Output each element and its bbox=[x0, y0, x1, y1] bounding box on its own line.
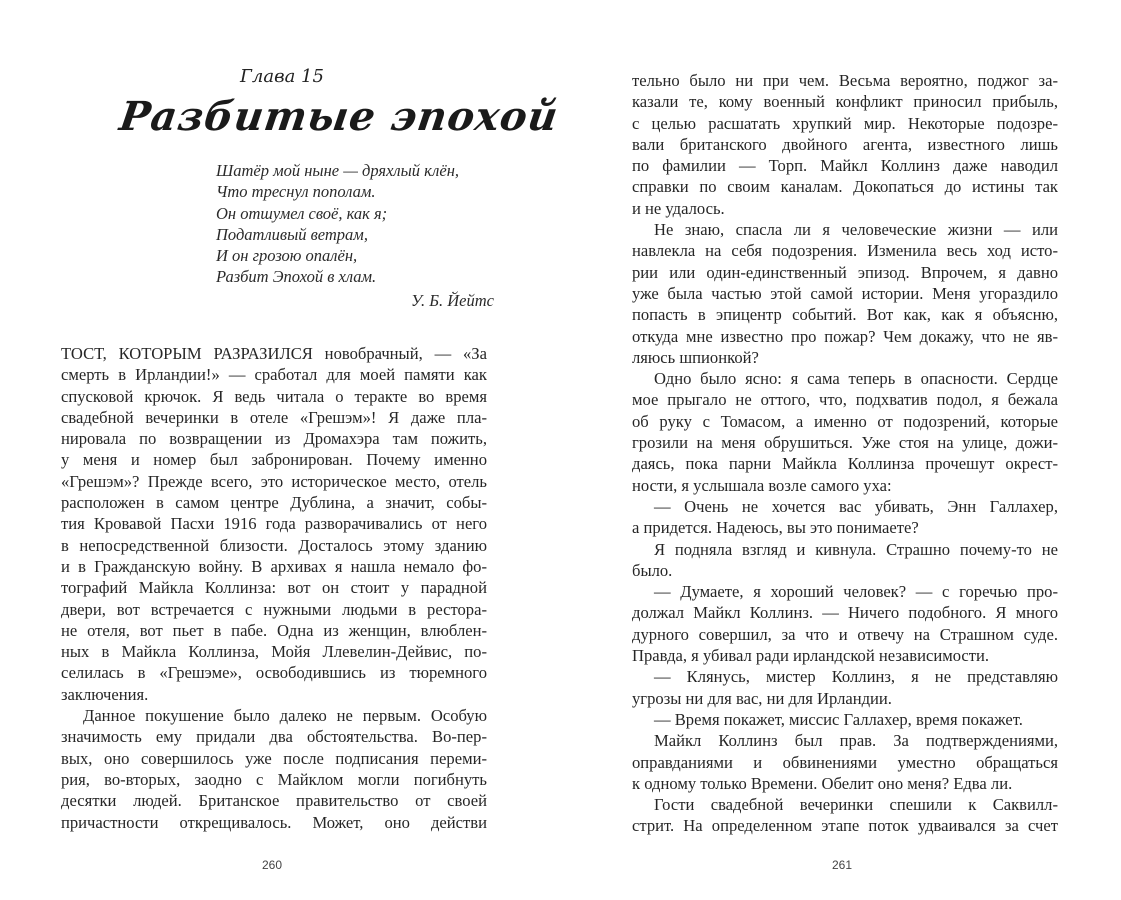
text-line: тия Кровавой Пасхи 1916 года разворачивались от него bbox=[61, 514, 487, 534]
text-line: по фамилии — Торп. Майкл Коллинз даже наводил bbox=[632, 156, 1058, 176]
text-line: а придется. Надеюсь, вы это понимаете? bbox=[632, 518, 919, 538]
epigraph bbox=[216, 160, 494, 311]
epigraph-line: Шатёр мой ныне — дряхлый клён, bbox=[216, 161, 460, 180]
text-line: навлекла на себя подозрения. Изменила весь ход исто- bbox=[632, 241, 1058, 261]
text-line: попасть в эпицентр событий. Вот как, как я объясню, bbox=[632, 305, 1058, 325]
text-line: должал Майкл Коллинз. — Ничего подобного. Я много bbox=[632, 603, 1058, 623]
text-line: вали британского двойного агента, известного лишь bbox=[632, 134, 1058, 154]
text-line: Не знаю, спасла ли я человеческие жизни — или bbox=[654, 220, 1058, 240]
epigraph-line: И он грозою опалён, bbox=[216, 246, 358, 266]
text-line: казали те, кому военный конфликт приносил прибыль, bbox=[632, 92, 1058, 112]
text-line: об руку с Томасом, а именно от подозрений, которые bbox=[632, 411, 1058, 431]
text-line: ляюсь шпионкой? bbox=[632, 347, 759, 367]
text-line: рия, во-вторых, заодно с Майклом могли погибнуть bbox=[61, 769, 487, 789]
text-line: причастности открещивалось. Может, оно действи bbox=[61, 812, 487, 832]
text-line: ТОСТ, КОТОРЫМ РАЗРАЗИЛСЯ новобрачный, — «За bbox=[61, 344, 487, 363]
text-line: Данное покушение было далеко не первым. Особую bbox=[83, 706, 487, 726]
text-line: свадебной вечеринки в отеле «Грешэм»! Я даже пла- bbox=[61, 407, 487, 427]
text-line: не отеля, вот пьет в пабе. Одна из женщин, влюблен- bbox=[61, 620, 487, 640]
text-line: — Очень не хочется вас убивать, Энн Галлахер, bbox=[654, 496, 1058, 516]
text-line: вых, оно совершилось уже после подписания переми- bbox=[61, 748, 487, 768]
chapter-title: Разбитые эпохой bbox=[116, 93, 562, 140]
text-line: ных в Майкла Коллинза, Мойя Ллевелин-Дейвис, по- bbox=[61, 642, 487, 662]
text-line: дурного совершил, за что и отвечу на Страшном суде. bbox=[632, 624, 1058, 644]
text-line: Я подняла взгляд и кивнула. Страшно почему-то не bbox=[654, 539, 1058, 559]
epigraph-line: Он отшумел своё, как я; bbox=[216, 203, 388, 223]
epigraph-author: У. Б. Йейтс bbox=[410, 290, 494, 310]
text-line: расположен в самом центре Дублина, а значит, собы- bbox=[61, 493, 487, 513]
text-line: в непосредственной близости. Досталось этому зданию bbox=[61, 535, 487, 555]
text-line: с целью расшатать хрупкий мир. Некоторые подозре- bbox=[632, 113, 1058, 133]
text-line: тографий Майкла Коллинза: вот он стоит у парадной bbox=[61, 578, 487, 598]
text-line: к одному только Времени. Обелит оно меня? Едва ли. bbox=[632, 773, 1013, 793]
text-line: рии или один-единственный эпизод. Впрочем, я давно bbox=[632, 262, 1058, 282]
text-line: двери, вот встречается с нужными людьми в рестора- bbox=[61, 599, 487, 619]
text-line: спусковой крючок. Я ведь читала о теракте во время bbox=[61, 386, 487, 406]
text-line: и не удалось. bbox=[632, 198, 725, 218]
epigraph-line: Разбит Эпохой в хлам. bbox=[216, 267, 377, 287]
text-line: даясь, пока парни Майкла Коллинза прочешут окрест- bbox=[632, 454, 1058, 474]
text-line: «Грешэм»? Прежде всего, это историческое место, отель bbox=[61, 471, 487, 491]
text-line: стрит. На определенном этапе поток удваивался за счет bbox=[632, 816, 1058, 836]
page-number: 261 bbox=[832, 858, 853, 872]
text-line: селилась в «Грешэме», освободившись из тюремного bbox=[61, 663, 487, 683]
text-line: значимость ему придали два обстоятельства. Во-пер- bbox=[61, 727, 487, 747]
text-line: десятки людей. Британское правительство от своей bbox=[61, 791, 487, 811]
text-line: тельно было ни при чем. Весьма вероятно, поджог за- bbox=[632, 71, 1058, 90]
text-line: откуда мне известно про пожар? Чем докажу, что не яв- bbox=[632, 326, 1058, 346]
text-line: нировала по возвращении из Дромахэра там пожить, bbox=[61, 429, 487, 449]
left-body-text bbox=[61, 343, 487, 833]
text-line: Правда, я убивал ради ирландской независимости. bbox=[632, 646, 990, 666]
epigraph-line: Что треснул пополам. bbox=[216, 182, 376, 202]
text-line: — Клянусь, мистер Коллинз, я не представляю bbox=[654, 667, 1058, 687]
text-line: Гости свадебной вечеринки спешили к Саквилл- bbox=[654, 795, 1058, 815]
page-number: 260 bbox=[262, 858, 283, 872]
text-line: грозили на меня обрушиться. Уже стоя на улице, дожи- bbox=[632, 433, 1058, 453]
right-page bbox=[560, 0, 1121, 900]
epigraph-line: Податливый ветрам, bbox=[216, 224, 368, 244]
right-body-text bbox=[632, 70, 1058, 837]
chapter-label: Глава 15 bbox=[240, 66, 324, 87]
text-line: Майкл Коллинз был прав. За подтверждениями, bbox=[654, 731, 1058, 751]
text-line: оправданиями и обвинениями уместно обращаться bbox=[632, 752, 1058, 772]
text-line: смерть в Ирландии!» — сработал для моей памяти как bbox=[61, 365, 487, 385]
text-line: у меня и номер был забронирован. Почему именно bbox=[61, 450, 487, 470]
text-line: — Время покажет, миссис Галлахер, время покажет. bbox=[654, 709, 1023, 729]
text-line: и в Гражданскую войну. В архивах я нашла немало фо- bbox=[61, 556, 487, 576]
text-line: — Думаете, я хороший человек? — с горечью про- bbox=[654, 582, 1058, 602]
text-line: угрозы ни для вас, ни для Ирландии. bbox=[632, 688, 892, 708]
text-line: ности, я услышала возле самого уха: bbox=[632, 475, 892, 495]
text-line: было. bbox=[632, 560, 673, 580]
text-line: Одно было ясно: я сама теперь в опасности. Сердце bbox=[654, 369, 1058, 389]
text-line: справки по своим каналам. Докопаться до истины так bbox=[632, 177, 1058, 197]
text-line: уже была частью этой самой истории. Меня угораздило bbox=[632, 283, 1058, 303]
text-line: заключения. bbox=[61, 684, 149, 704]
text-line: мое прыгало не оттого, что, подхватив подол, я бежала bbox=[632, 390, 1058, 410]
left-page bbox=[0, 0, 560, 900]
